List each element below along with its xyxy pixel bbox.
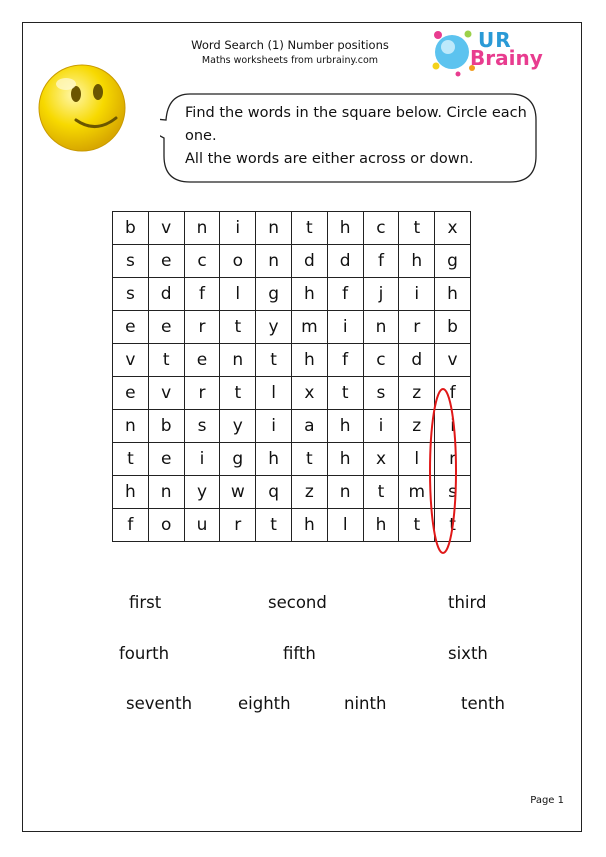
grid-cell[interactable]: m [291,311,327,344]
word-second: second [268,593,327,612]
instructions-line-3: All the words are either across or down. [185,151,474,167]
grid-cell[interactable]: l [256,377,292,410]
grid-cell[interactable]: d [291,245,327,278]
grid-cell[interactable]: e [113,377,149,410]
instructions-line-2: one. [185,128,217,144]
grid-cell[interactable]: y [184,476,220,509]
grid-cell[interactable]: t [148,344,184,377]
grid-cell[interactable]: q [256,476,292,509]
grid-cell[interactable]: e [184,344,220,377]
grid-cell[interactable]: t [291,212,327,245]
grid-cell[interactable]: h [363,509,399,542]
grid-cell[interactable]: v [148,377,184,410]
grid-cell[interactable]: s [113,245,149,278]
grid-cell[interactable]: h [327,443,363,476]
grid-cell[interactable]: h [256,443,292,476]
grid-cell[interactable]: h [291,344,327,377]
grid-cell[interactable]: b [148,410,184,443]
grid-cell[interactable]: t [220,377,256,410]
grid-cell[interactable]: e [148,443,184,476]
grid-cell[interactable]: n [184,212,220,245]
grid-cell[interactable]: r [220,509,256,542]
grid-cell[interactable]: t [435,509,471,542]
grid-cell[interactable]: t [363,476,399,509]
grid-row [113,443,471,476]
instructions-line-1: Find the words in the square below. Circle each [185,105,527,121]
grid-cell[interactable]: l [399,443,435,476]
grid-cell[interactable]: i [184,443,220,476]
grid-row [113,476,471,509]
grid-cell[interactable]: d [399,344,435,377]
grid-cell[interactable]: g [435,245,471,278]
grid-cell[interactable]: c [363,212,399,245]
grid-cell[interactable]: h [327,212,363,245]
grid-cell[interactable]: h [327,410,363,443]
grid-cell[interactable]: s [113,278,149,311]
grid-cell[interactable]: d [327,245,363,278]
grid-cell[interactable]: c [184,245,220,278]
page-number: Page 1 [530,795,564,806]
worksheet-title: Word Search (1) Number positions [191,38,389,52]
grid-cell[interactable]: a [291,410,327,443]
grid-cell[interactable]: x [435,212,471,245]
grid-cell[interactable]: e [113,311,149,344]
grid-cell[interactable]: r [435,443,471,476]
grid-cell[interactable]: t [256,509,292,542]
grid-cell[interactable]: n [220,344,256,377]
grid-cell[interactable]: t [327,377,363,410]
grid-cell[interactable]: n [148,476,184,509]
grid-cell[interactable]: d [148,278,184,311]
grid-cell[interactable]: b [435,311,471,344]
grid-cell[interactable]: z [399,377,435,410]
grid-cell[interactable]: i [363,410,399,443]
grid-cell[interactable]: f [184,278,220,311]
grid-cell[interactable]: s [184,410,220,443]
grid-cell[interactable]: y [256,311,292,344]
word-tenth: tenth [461,694,506,713]
grid-cell[interactable]: j [363,278,399,311]
grid-cell[interactable]: g [220,443,256,476]
grid-cell[interactable]: t [291,443,327,476]
grid-cell[interactable]: f [113,509,149,542]
word-first: first [129,593,162,612]
grid-cell[interactable]: f [327,344,363,377]
grid-cell[interactable]: t [399,212,435,245]
grid-cell[interactable]: i [327,311,363,344]
grid-cell[interactable]: i [435,410,471,443]
grid-cell[interactable]: w [220,476,256,509]
grid-cell[interactable]: l [327,509,363,542]
grid-cell[interactable]: n [113,410,149,443]
smiley-face-icon [36,62,128,154]
logo-text-brainy: Brainy [470,46,543,70]
grid-cell[interactable]: l [220,278,256,311]
word-ninth: ninth [344,694,387,713]
word-search-grid [112,211,471,542]
worksheet-subtitle: Maths worksheets from urbrainy.com [201,55,379,66]
word-third: third [448,593,487,612]
grid-cell[interactable]: e [148,245,184,278]
grid-cell[interactable]: i [399,278,435,311]
grid-cell[interactable]: u [184,509,220,542]
word-fourth: fourth [119,644,170,663]
grid-row [113,245,471,278]
grid-cell[interactable]: r [399,311,435,344]
grid-cell[interactable]: g [256,278,292,311]
grid-cell[interactable]: y [220,410,256,443]
grid-cell[interactable]: i [220,212,256,245]
grid-cell[interactable]: n [327,476,363,509]
grid-row [113,278,471,311]
grid-cell[interactable]: t [113,443,149,476]
grid-cell[interactable]: i [256,410,292,443]
grid-cell[interactable]: v [148,212,184,245]
grid-cell[interactable]: v [435,344,471,377]
grid-cell[interactable]: r [184,377,220,410]
instructions-text [185,102,535,171]
grid-cell[interactable]: b [113,212,149,245]
grid-cell[interactable]: t [220,311,256,344]
word-fifth: fifth [283,644,316,663]
grid-row [113,311,471,344]
grid-cell[interactable]: t [399,509,435,542]
grid-cell[interactable]: h [399,245,435,278]
word-seventh: seventh [126,694,193,713]
grid-cell[interactable]: f [327,278,363,311]
grid-cell[interactable]: h [113,476,149,509]
grid-cell[interactable]: h [291,278,327,311]
word-eighth: eighth [238,694,291,713]
logo-text-ur: UR [478,28,512,52]
grid-cell[interactable]: c [363,344,399,377]
grid-row [113,377,471,410]
word-sixth: sixth [448,644,488,663]
grid-cell[interactable]: x [363,443,399,476]
grid-cell[interactable]: z [291,476,327,509]
grid-row [113,509,471,542]
grid-cell[interactable]: t [256,344,292,377]
grid-cell[interactable]: s [435,476,471,509]
grid-cell[interactable]: h [291,509,327,542]
grid-cell[interactable]: o [148,509,184,542]
grid-cell[interactable]: n [256,212,292,245]
grid-cell[interactable]: f [435,377,471,410]
grid-cell[interactable]: s [363,377,399,410]
grid-cell[interactable]: e [148,311,184,344]
grid-row [113,344,471,377]
grid-row [113,212,471,245]
grid-cell[interactable]: o [220,245,256,278]
grid-cell[interactable]: h [435,278,471,311]
grid-cell[interactable]: z [399,410,435,443]
grid-cell[interactable]: n [256,245,292,278]
grid-cell[interactable]: m [399,476,435,509]
grid-cell[interactable]: v [113,344,149,377]
grid-cell[interactable]: r [184,311,220,344]
grid-cell[interactable]: n [363,311,399,344]
grid-cell[interactable]: x [291,377,327,410]
grid-cell[interactable]: f [363,245,399,278]
grid-row [113,410,471,443]
